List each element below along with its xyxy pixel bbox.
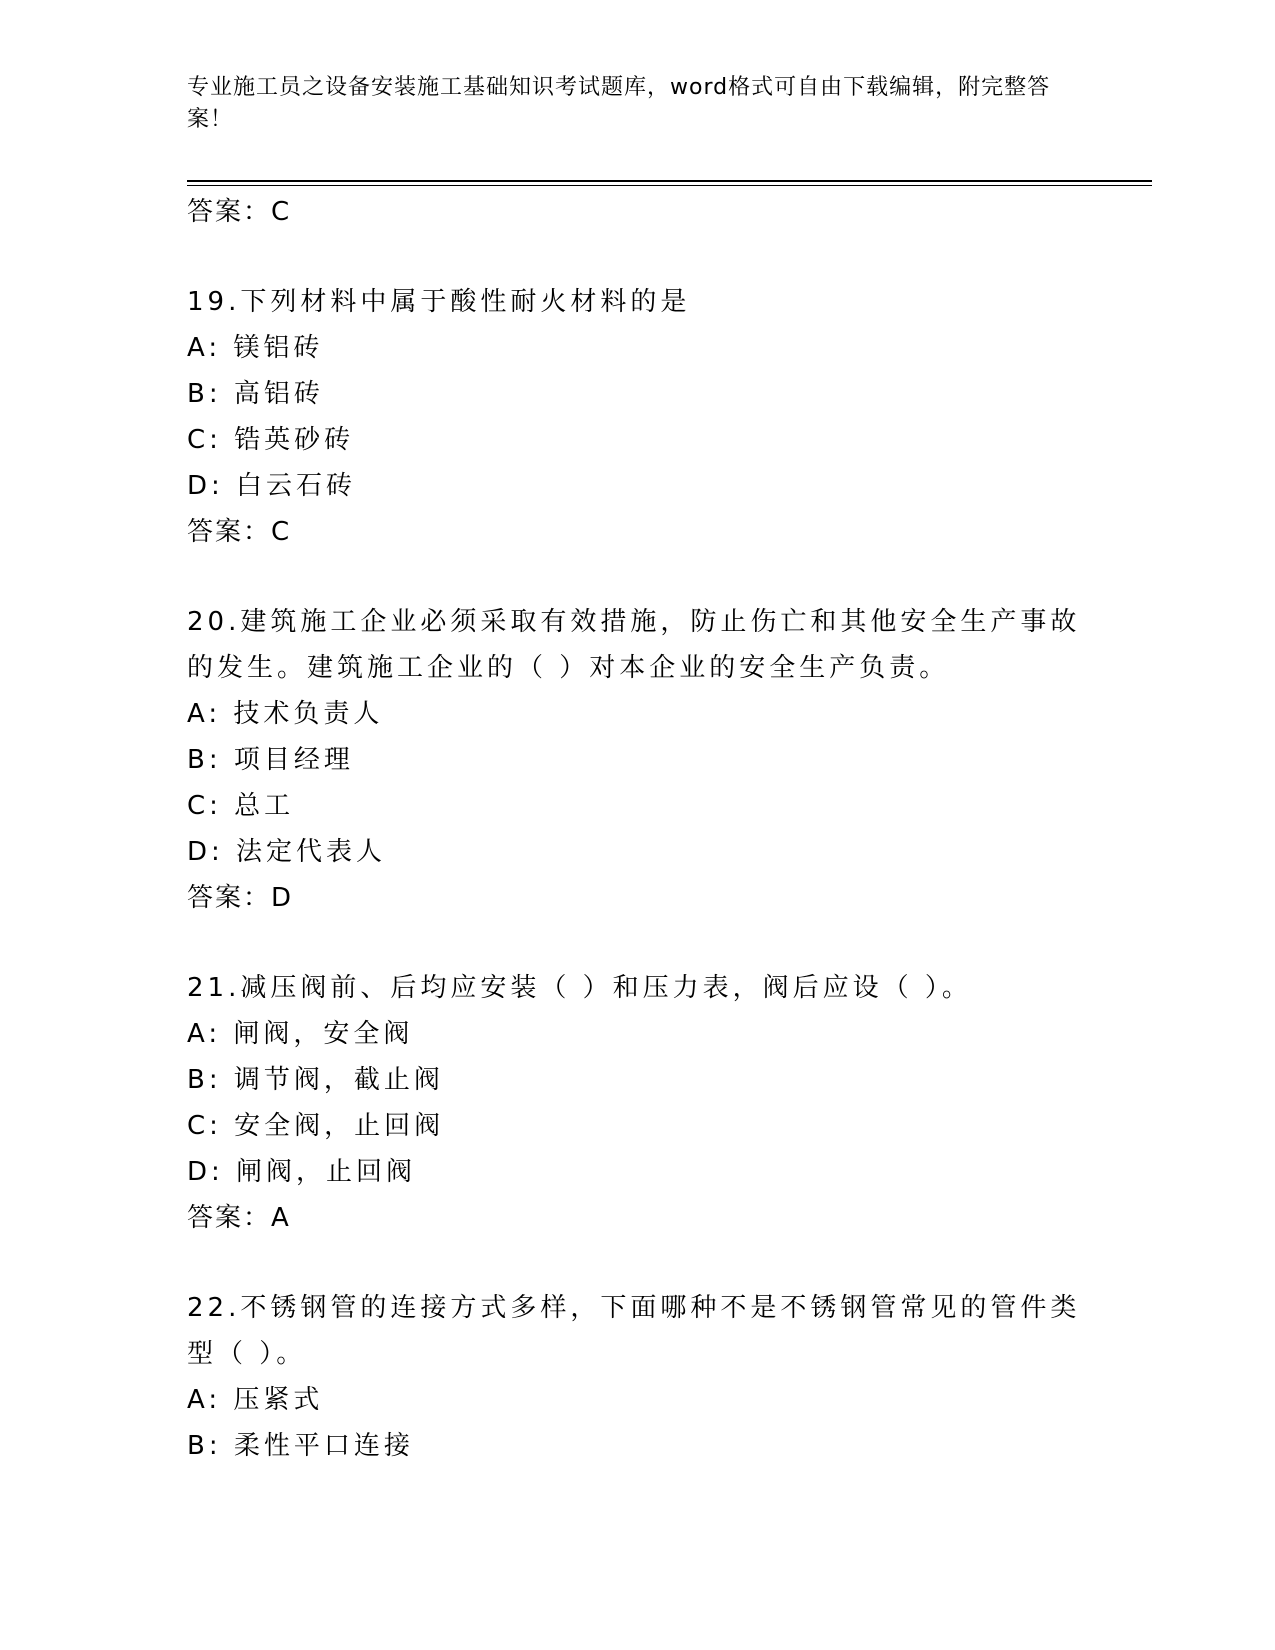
- question-list: [187, 189, 1087, 1469]
- question-text: 21.减压阀前、后均应安装（ ）和压力表，阀后应设（ ）。: [187, 973, 972, 1003]
- answer-line: 答案：C: [187, 517, 292, 547]
- header-rule-thin: [187, 185, 1152, 186]
- option-a: A: 压紧式: [187, 1385, 324, 1415]
- option-d: D: 白云石砖: [187, 471, 357, 501]
- question-21: [187, 965, 1087, 1241]
- option-b: B: 项目经理: [187, 745, 354, 775]
- question-19: [187, 279, 1087, 555]
- option-b: B: 高铝砖: [187, 379, 324, 409]
- option-c: C: 总工: [187, 791, 295, 821]
- question-text: 19.下列材料中属于酸性耐火材料的是: [187, 287, 691, 317]
- question-20: [187, 599, 1087, 921]
- question-22: [187, 1285, 1087, 1469]
- option-d: D: 闸阀，止回阀: [187, 1157, 417, 1187]
- option-d: D: 法定代表人: [187, 837, 387, 867]
- question-text: 20.建筑施工企业必须采取有效措施，防止伤亡和其他安全生产事故的发生。建筑施工企业的（ ）对本企业的安全生产负责。: [187, 607, 1081, 683]
- document-header: 专业施工员之设备安装施工基础知识考试题库，word格式可自由下载编辑，附完整答案！: [187, 75, 1051, 132]
- header-rule-thick: [187, 180, 1152, 182]
- answer-line: 答案：A: [187, 1203, 291, 1233]
- option-b: B: 柔性平口连接: [187, 1431, 414, 1461]
- option-a: A: 闸阀，安全阀: [187, 1019, 414, 1049]
- answer-line: 答案：C: [187, 197, 292, 227]
- question-text: 22.不锈钢管的连接方式多样，下面哪种不是不锈钢管常见的管件类型（ ）。: [187, 1293, 1081, 1369]
- answer-line: 答案：D: [187, 883, 294, 913]
- option-b: B: 调节阀，截止阀: [187, 1065, 444, 1095]
- option-c: C: 锆英砂砖: [187, 425, 355, 455]
- option-a: A: 镁铝砖: [187, 333, 324, 363]
- option-a: A: 技术负责人: [187, 699, 384, 729]
- option-c: C: 安全阀，止回阀: [187, 1111, 445, 1141]
